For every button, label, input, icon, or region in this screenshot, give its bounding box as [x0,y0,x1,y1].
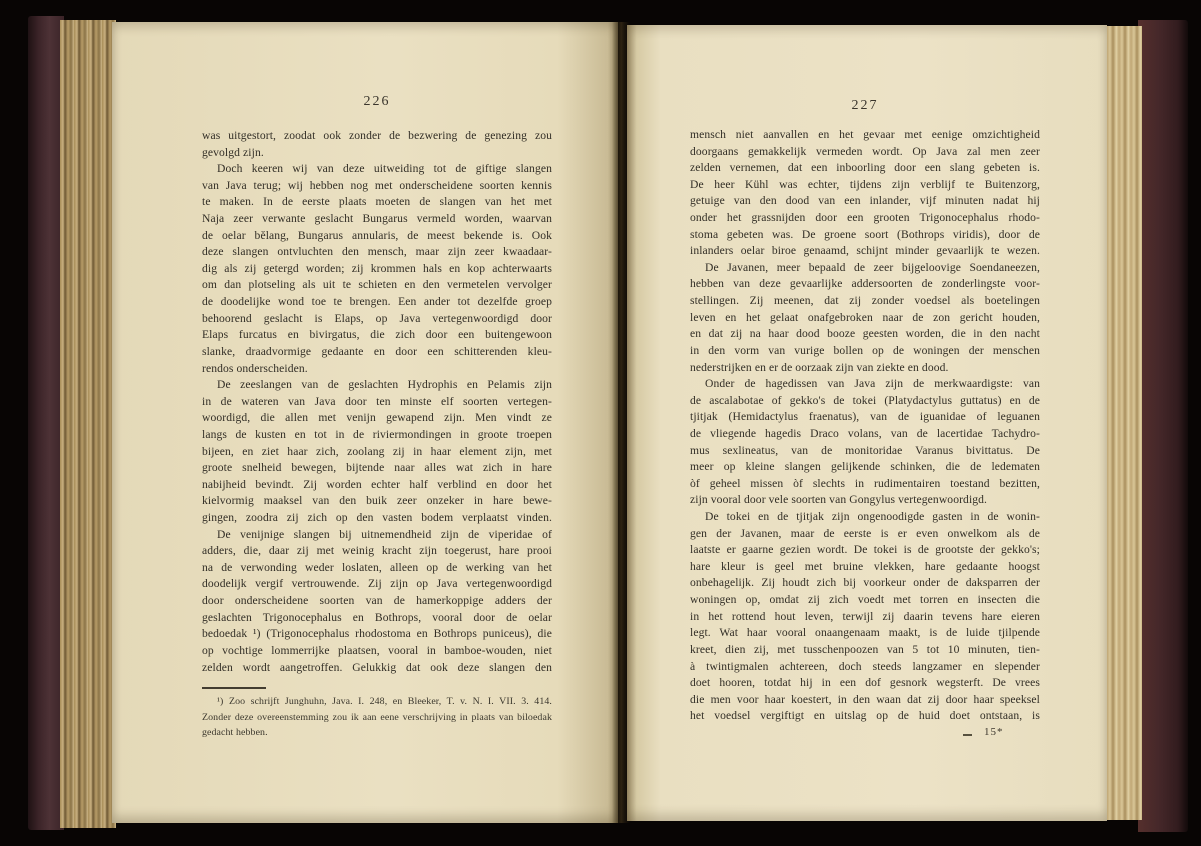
right-page-body-text [690,127,1040,725]
text-line: bedoedak ¹) (Trigonocephalus rhodostoma en Bothrops puniceus), die [202,627,552,641]
text-line: en dat zij na haar dood booze geesten worden, die in den nacht [690,327,1040,341]
text-line: getuige van den dood van een inlander, vijf minuten nadat hij [690,194,1040,208]
text-line: tjitjak (Hemidactylus fraenatus), van de iguanidae of leguanen [690,410,1040,424]
text-line: in den vorm van vurige bollen op de woningen der menschen [690,343,1040,357]
signature-dash-mark [963,734,972,736]
footnote-separator-rule [202,687,266,689]
text-line: onbehagelijk. Zij houdt zich bij voorkeur onder de daksparren der [690,576,1040,590]
signature-mark: 15* [984,726,1004,738]
text-line: Elaps furcatus en bivirgatus, die zich door een buitengewoon [202,328,552,342]
text-line: om dan plotseling als uit te schieten en den vermetelen vervolger [202,278,552,292]
text-line: legt. Wat haar vooral onaangenaam maakt, is de luide tjilpende [690,626,1040,640]
text-line: was uitgestort, zoodat ook zonder de bezwering de genezing zou [202,129,552,142]
text-line: gingen, zoodra zij zich op den vasten bodem verplaatst vinden. [202,511,552,525]
text-line: De zeeslangen van de geslachten Hydrophis en Pelamis zijn [217,378,552,392]
book-page-right [627,25,1107,821]
page-number-left: 226 [363,94,391,109]
text-line: doorgaans gemakkelijk vermeden wordt. Op Java zal men zeer [690,144,1040,158]
text-line: behoorend geslacht is Elaps, op Java vertegenwoordigd door [202,311,552,325]
text-line: woningen op, omdat zij zich voedt met torren en insecten die [690,593,1040,607]
text-line: De heer Kühl was echter, tijdens zijn verblijf te Buitenzorg, [690,177,1040,191]
book-cover-right-edge [1138,20,1188,832]
text-line: op vochtige lommerrijke plaatsen, vooral in bamboe-wouden, niet [202,643,552,657]
text-line: dig als zij getergd worden; zij krommen hals en kop achterwaarts [202,261,552,275]
text-line: in de wateren van Java door ten minste elf soorten vertegen- [202,394,552,408]
text-line: woordigd, die allen met venijn gewapend zijn. Men vindt ze [202,411,552,425]
page-edges-left-stack [60,20,116,828]
text-line: mus sexlineatus, van de monitoridae Varanus bivittatus. De [690,443,1040,457]
text-line: De Javanen, meer bepaald de zeer bijgeloovige Soendaneezen, [705,260,1040,274]
text-line: stellingen. Zij meenen, dat zij zonder voedsel als boetelingen [690,294,1040,308]
text-line: zelden vernemen, dat een inboorling door een slang gebeten is. [690,161,1040,175]
text-line: doodelijk vergif vertrouwende. Zij zijn op Java vertegenwoordigd [202,577,552,591]
text-line: Onder de hagedissen van Java zijn de merkwaardigste: van [705,377,1040,391]
text-line: na de verwonding weder loslaten, alleen op de werking van het [202,560,552,574]
text-line: de doodelijke wond toe te brengen. Een ander tot dezelfde groep [202,295,552,309]
text-line: in het rottend hout leven, terwijl zij daarin tevens hare eieren [690,609,1040,623]
text-line: zijn vooral door vele soorten van Gongylus vertegenwoordigd. [690,493,988,507]
text-line: bijeen, en ziet haar zich, zoolang zij in haar element zijn, met [202,444,552,458]
text-line: het voedsel vergiftigt en uitslag op de huid doet ontstaan, is [690,709,1040,723]
text-line: slanke, draadvormige gedaante en door een schitterenden kleu- [202,344,552,358]
text-line: onder het grassnijden door een grooten Trigonocephalus rhodo- [690,211,1040,225]
text-line: leven en het gelaat onafgebroken naar de zon gericht houden, [690,310,1040,324]
text-line: laatste er gaarne gezien wordt. De tokei is de grootste der gekko's; [690,543,1040,557]
text-line: kreet, dien zij, met tusschenpoozen van 5 tot 10 minuten, tien- [690,642,1040,656]
text-line: Naja zeer verwante geslacht Bungarus vermeld worden, waarvan [202,212,552,226]
text-line: langs de kusten en tot in de riviermondingen in groote troepen [202,427,552,441]
text-line: rendos onderscheiden. [202,361,308,375]
text-line: de vliegende hagedis Draco volans, van de lacertidae Tachydro- [690,426,1040,440]
left-page-body-text [202,128,552,676]
text-line: nederstrijken en er de oorzaak zijn van ziekte en dood. [690,360,949,374]
text-line: hebben van deze gevaarlijke addersoorten de zonderlingste voor- [690,277,1040,291]
text-line: geslachten Trigonocephalus en Bothrops, vooral door de oelar [202,610,552,624]
text-line: meer op kleine slangen gelijkende schinken, die de ledematen [690,460,1040,474]
text-line: zelden wordt aangetroffen. Gelukkig dat ook deze slangen den [202,660,552,674]
text-line: Doch keeren wij van deze uitweiding tot de giftige slangen [217,162,552,176]
text-line: van Java terug; wij hebben nog met onderscheidene soorten kennis [202,178,552,192]
page-number-right: 227 [851,98,879,113]
text-line: mensch niet aanvallen en het gevaar met eenige omzichtigheid [690,128,1040,141]
text-line: kielvormig maaksel van den buik zeer onzeker in hare bewe- [202,494,552,508]
text-line: gedacht hebben. [202,727,268,739]
text-line: door onderscheidene soorten van de hamerkoppige adders der [202,594,552,608]
text-line: de oelar bĕlang, Bungarus annularis, de meest bekende is. Ook [202,228,552,242]
footnote-text [202,694,552,741]
text-line: deze slangen ontvluchten den mensch, maar zijn zeer kwaadaar- [202,245,552,259]
text-line: adders, die, daar zij met weinig kracht zijn toegerust, hare prooi [202,544,552,558]
text-line: doet hooren, totdat hij in een dof gesnork wegsterft. De vrees [690,676,1040,690]
text-line: à twintigmalen achtereen, doch steeds langzamer en slepender [690,659,1040,673]
text-line: te maken. In de eerste plaats moeten de slangen van het met [202,195,552,209]
text-line: De venijnige slangen bij uitnemendheid zijn de viperidae of [217,527,552,541]
book-page-left [112,22,618,823]
text-line: gen der Javanen, maar de eerste is er even onwelkom als de [690,526,1040,540]
text-line: hare kleur is geel met bruine vlekken, hare gedaante hoogst [690,559,1040,573]
text-line: Zonder deze overeenstemming zou ik aan eene verschrijving in plaats van biloedak [202,711,552,723]
text-line: die men voor haar koestert, in den waan dat zij door haar speeksel [690,692,1040,706]
text-line: De tokei en de tjitjak zijn ongenoodigde gasten in de wonin- [705,510,1040,524]
text-line: inlanders oelar biroe genaamd, schijnt minder gevaarlijk te wezen. [690,244,1040,258]
text-line: gevolgd zijn. [202,145,264,159]
page-edges-right-stack [1104,26,1142,820]
book-cover-left-edge [28,16,64,830]
text-line: groote snelheid bewegen, bijtende naar alles wat zich in hare [202,461,552,475]
text-line: nabijheid bevindt. Zij worden echter half verblind en door het [202,477,552,491]
text-line: stoma gebeten was. De groene soort (Bothrops viridis), door de [690,227,1040,241]
text-line: de ascalabotae of gekko's de tokei (Platydactylus guttatus) en de [690,393,1040,407]
text-line: ¹) Zoo schrijft Junghuhn, Java. I. 248, en Bleeker, T. v. N. I. VII. 3. 414. [217,696,552,707]
text-line: òf geheel missen òf slechts in rudimentairen toestand bezitten, [690,476,1040,490]
